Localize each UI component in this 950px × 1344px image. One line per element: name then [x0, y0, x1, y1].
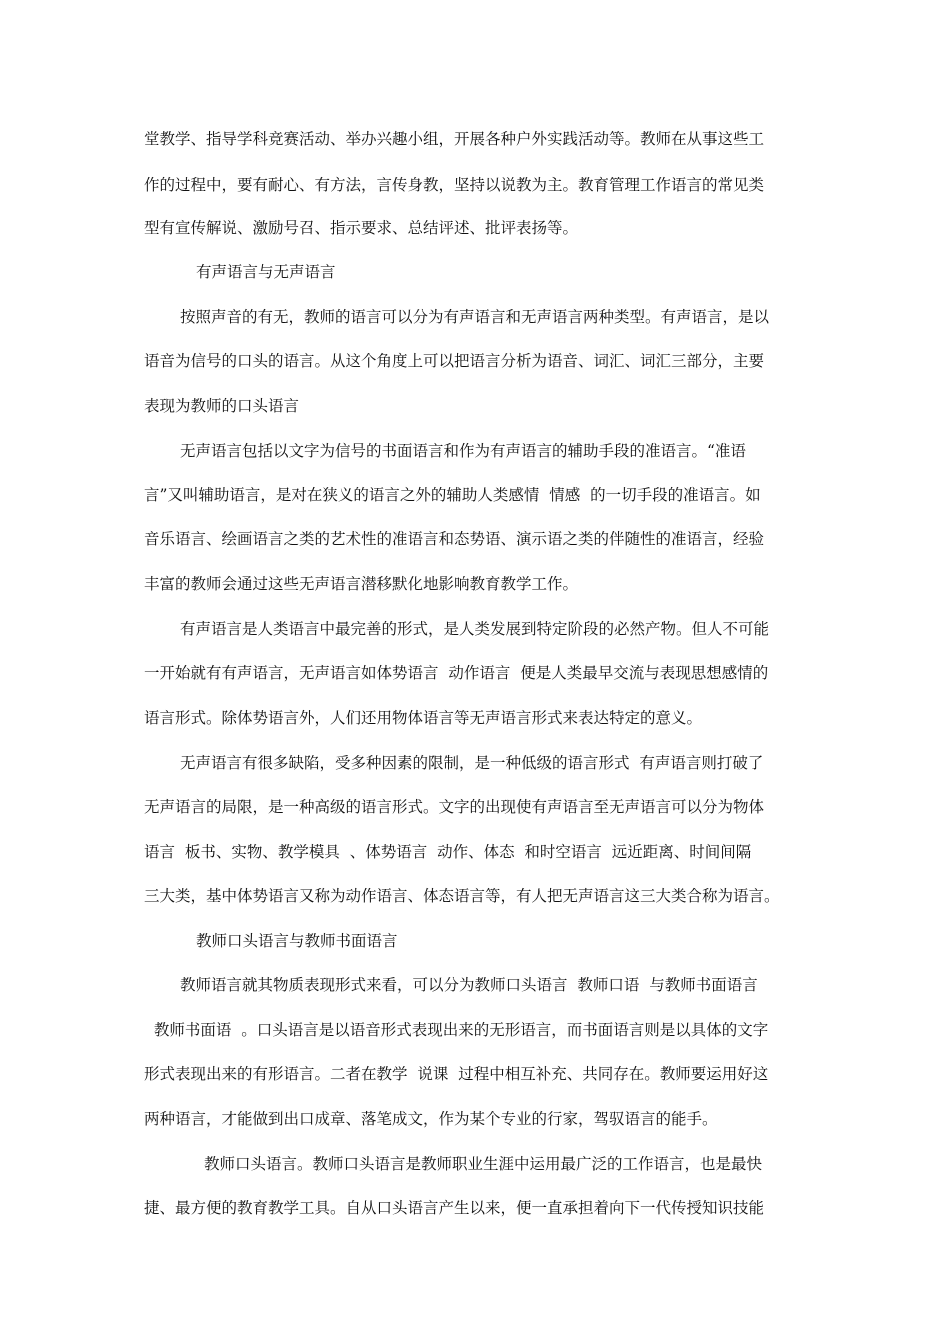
paragraph-line: 言”又叫辅助语言，是对在狭义的语言之外的辅助人类感情 情感 的一切手段的准语言。如 — [144, 486, 761, 504]
section-heading: 教师口头语言与教师书面语言 — [196, 932, 398, 950]
paragraph-line: 无声语言的局限，是一种高级的语言形式。文字的出现使有声语言至无声语言可以分为物体 — [144, 798, 765, 816]
paragraph-line: 无声语言包括以文字为信号的书面语言和作为有声语言的辅助手段的准语言。“准语 — [180, 442, 746, 460]
paragraph-line: 教师书面语 。口头语言是以语音形式表现出来的无形语言，而书面语言则是以具体的文字 — [144, 1021, 769, 1039]
paragraph-line: 按照声音的有无，教师的语言可以分为有声语言和无声语言两种类型。有声语言，是以 — [180, 308, 770, 326]
paragraph-line: 有声语言是人类语言中最完善的形式，是人类发展到特定阶段的必然产物。但人不可能 — [180, 620, 770, 638]
section-heading: 有声语言与无声语言 — [196, 263, 336, 281]
paragraph-line: 捷、最方便的教育教学工具。自从口头语言产生以来，便一直承担着向下一代传授知识技能 — [144, 1199, 765, 1217]
paragraph-line: 两种语言，才能做到出口成章、落笔成文，作为某个专业的行家，驾驭语言的能手。 — [144, 1110, 718, 1128]
paragraph-line: 语音为信号的口头的语言。从这个角度上可以把语言分析为语音、词汇、词汇三部分，主要 — [144, 352, 765, 370]
paragraph-line: 教师口头语言。教师口头语言是教师职业生涯中运用最广泛的工作语言，也是最快 — [204, 1155, 763, 1173]
paragraph-line: 语言 板书、实物、教学模具 、体势语言 动作、体态 和时空语言 远近距离、时间间隔 — [144, 843, 752, 861]
paragraph-line: 一开始就有有声语言，无声语言如体势语言 动作语言 便是人类最早交流与表现思想感情的 — [144, 664, 769, 682]
paragraph-line: 堂教学、指导学科竞赛活动、举办兴趣小组，开展各种户外实践活动等。教师在从事这些工 — [144, 130, 765, 148]
paragraph-line: 型有宣传解说、激励号召、指示要求、总结评述、批评表扬等。 — [144, 219, 579, 237]
paragraph-line: 教师语言就其物质表现形式来看，可以分为教师口头语言 教师口语 与教师书面语言 — [180, 976, 758, 994]
paragraph-line: 音乐语言、绘画语言之类的艺术性的准语言和态势语、演示语之类的伴随性的准语言，经验 — [144, 530, 765, 548]
paragraph-line: 无声语言有很多缺陷，受多种因素的限制，是一种低级的语言形式 有声语言则打破了 — [180, 754, 764, 772]
paragraph-line: 丰富的教师会通过这些无声语言潜移默化地影响教育教学工作。 — [144, 575, 579, 593]
paragraph-line: 表现为教师的口头语言 — [144, 397, 300, 415]
paragraph-line: 作的过程中，要有耐心、有方法，言传身教，坚持以说教为主。教育管理工作语言的常见类 — [144, 176, 765, 194]
paragraph-line: 语言形式。除体势语言外，人们还用物体语言等无声语言形式来表达特定的意义。 — [144, 709, 703, 727]
paragraph-line: 形式表现出来的有形语言。二者在教学 说课 过程中相互补充、共同存在。教师要运用好这 — [144, 1065, 769, 1083]
paragraph-line: 三大类，基中体势语言又称为动作语言、体态语言等，有人把无声语言这三大类合称为语言。 — [144, 887, 780, 905]
